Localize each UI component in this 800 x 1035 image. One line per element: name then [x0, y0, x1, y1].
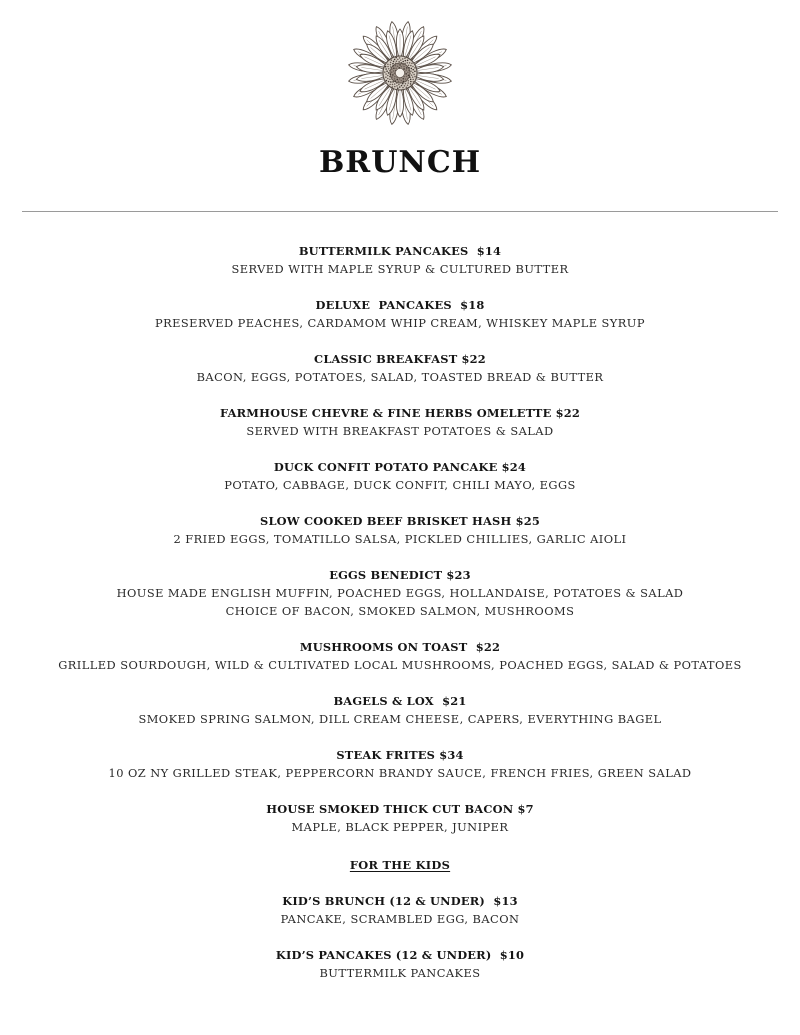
menu-item [0, 692, 800, 728]
menu-item [0, 800, 800, 836]
menu-item [0, 242, 800, 278]
kids-section-heading [0, 854, 800, 874]
menu-item [0, 946, 800, 982]
menu-list [0, 242, 800, 1000]
menu-item [0, 566, 800, 620]
menu-item-description: POTATO, CABBAGE, DUCK CONFIT, CHILI MAYO, EGGS [224, 478, 576, 492]
menu-item-name: FARMHOUSE CHEVRE & FINE HERBS OMELETTE $22 [219, 406, 580, 420]
menu-item [0, 350, 800, 386]
menu-item [0, 458, 800, 494]
menu-item-description: SMOKED SPRING SALMON, DILL CREAM CHEESE, CAPERS, EVERYTHING BAGEL [138, 712, 662, 726]
menu-item-name: HOUSE SMOKED THICK CUT BACON $7 [266, 802, 534, 816]
menu-item-name: BAGELS & LOX $21 [333, 694, 467, 708]
menu-item [0, 892, 800, 928]
menu-item-description: MAPLE, BLACK PEPPER, JUNIPER [291, 820, 509, 834]
menu-item-description: SERVED WITH BREAKFAST POTATOES & SALAD [246, 424, 554, 438]
sunflower-icon [345, 18, 455, 128]
menu-item-description: 2 FRIED EGGS, TOMATILLO SALSA, PICKLED CHILLIES, GARLIC AIOLI [173, 532, 627, 546]
menu-item-name: SLOW COOKED BEEF BRISKET HASH $25 [260, 514, 540, 528]
menu-item-name: DUCK CONFIT POTATO PANCAKE $24 [273, 460, 527, 474]
menu-item-description: HOUSE MADE ENGLISH MUFFIN, POACHED EGGS, HOLLANDAISE, POTATOES & SALAD [116, 586, 684, 600]
menu-item-description: PANCAKE, SCRAMBLED EGG, BACON [280, 912, 520, 926]
menu-item [0, 404, 800, 440]
menu-item-name: MUSHROOMS ON TOAST $22 [299, 640, 501, 654]
kids-menu-items [0, 892, 800, 982]
menu-item-name: STEAK FRITES $34 [336, 748, 464, 762]
menu-item-description: BACON, EGGS, POTATOES, SALAD, TOASTED BREAD & BUTTER [196, 370, 604, 384]
divider [22, 211, 778, 212]
menu-item [0, 296, 800, 332]
menu-item-name: KID’S PANCAKES (12 & UNDER) $10 [275, 948, 525, 962]
menu-item-description: GRILLED SOURDOUGH, WILD & CULTIVATED LOCAL MUSHROOMS, POACHED EGGS, SALAD & POTATOES [58, 658, 742, 672]
menu-item-description: SERVED WITH MAPLE SYRUP & CULTURED BUTTER [231, 262, 569, 276]
menu-item-name: BUTTERMILK PANCAKES $14 [298, 244, 502, 258]
menu-item-description: CHOICE OF BACON, SMOKED SALMON, MUSHROOMS [225, 604, 575, 618]
menu-item-name: DELUXE PANCAKES $18 [315, 298, 485, 312]
menu-item-description: BUTTERMILK PANCAKES [319, 966, 481, 980]
menu-item-name: CLASSIC BREAKFAST $22 [314, 352, 486, 366]
menu-item [0, 746, 800, 782]
menu-item-description: PRESERVED PEACHES, CARDAMOM WHIP CREAM, WHISKEY MAPLE SYRUP [155, 316, 645, 330]
menu-item-description: 10 OZ NY GRILLED STEAK, PEPPERCORN BRANDY SAUCE, FRENCH FRIES, GREEN SALAD [108, 766, 692, 780]
main-menu-items [0, 242, 800, 836]
page-title: BRUNCH [318, 145, 482, 180]
kids-section-title: FOR THE KIDS [349, 858, 451, 872]
menu-item [0, 512, 800, 548]
menu-item-name: EGGS BENEDICT $23 [329, 568, 471, 582]
menu-item [0, 638, 800, 674]
menu-item-name: KID’S BRUNCH (12 & UNDER) $13 [282, 894, 518, 908]
